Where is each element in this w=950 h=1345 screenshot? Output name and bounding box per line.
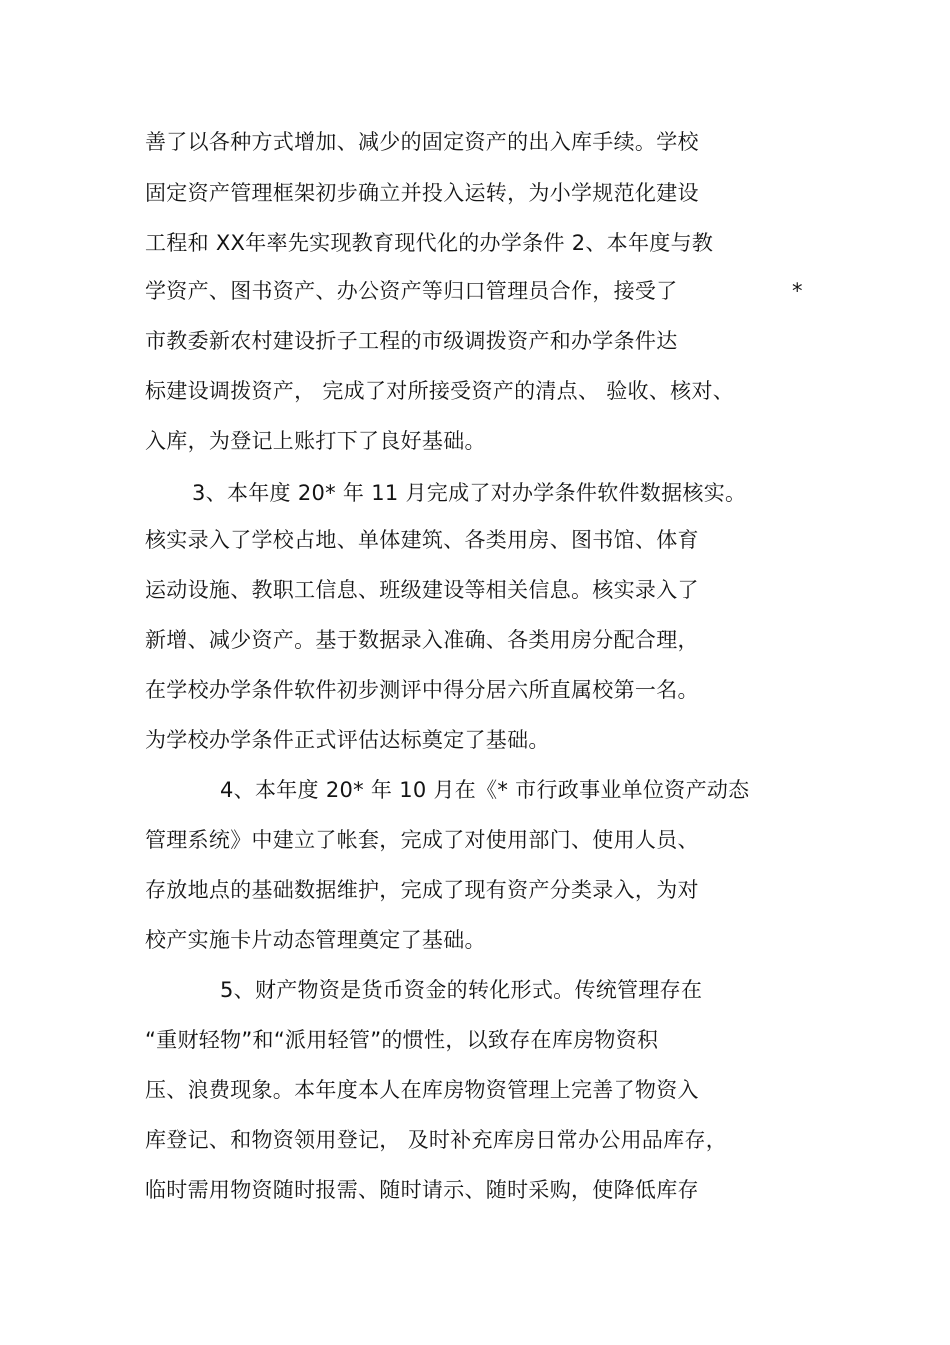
text-line: * [792,279,803,303]
text-line: 库登记、和物资领用登记， 及时补充库房日常办公用品库存， [145,1128,728,1152]
text-line: 固定资产管理框架初步确立并投入运转，为小学规范化建设 [145,181,699,205]
text-line: 在学校办学条件软件初步测评中得分居六所直属校第一名。 [145,678,699,702]
text-line: 市教委新农村建设折子工程的市级调拨资产和办学条件达 [145,329,678,353]
text-line: 新增、减少资产。基于数据录入准确、各类用房分配合理， [145,628,699,652]
text-line: “重财轻物”和“派用轻管”的惯性，以致存在库房物资积 [145,1028,659,1052]
text-line: 核实录入了学校占地、单体建筑、各类用房、图书馆、体育 [145,528,699,552]
text-line: 入库，为登记上账打下了良好基础。 [145,429,486,453]
text-line: 校产实施卡片动态管理奠定了基础。 [145,928,486,952]
text-line: 标建设调拨资产， 完成了对所接受资产的清点、 验收、核对、 [145,379,735,403]
paragraph-start: 4、本年度 20* 年 10 月在《* 市行政事业单位资产动态 [220,778,750,802]
text-line: 工程和 XX年率先实现教育现代化的办学条件 2、本年度与教 [145,231,714,255]
text-line: 临时需用物资随时报需、随时请示、随时采购，使降低库存 [145,1178,699,1202]
text-line: 善了以各种方式增加、减少的固定资产的出入库手续。学校 [145,130,699,154]
text-line: 运动设施、教职工信息、班级建设等相关信息。核实录入了 [145,578,699,602]
text-line: 存放地点的基础数据维护，完成了现有资产分类录入，为对 [145,878,699,902]
paragraph-start: 5、财产物资是货币资金的转化形式。传统管理存在 [220,978,703,1002]
text-line: 学资产、图书资产、办公资产等归口管理员合作，接受了 [145,279,678,303]
text-line: 压、浪费现象。本年度本人在库房物资管理上完善了物资入 [145,1078,699,1102]
paragraph-start: 3、本年度 20* 年 11 月完成了对办学条件软件数据核实。 [192,481,747,505]
text-line: 为学校办学条件正式评估达标奠定了基础。 [145,728,550,752]
text-line: 管理系统》中建立了帐套，完成了对使用部门、使用人员、 [145,828,699,852]
